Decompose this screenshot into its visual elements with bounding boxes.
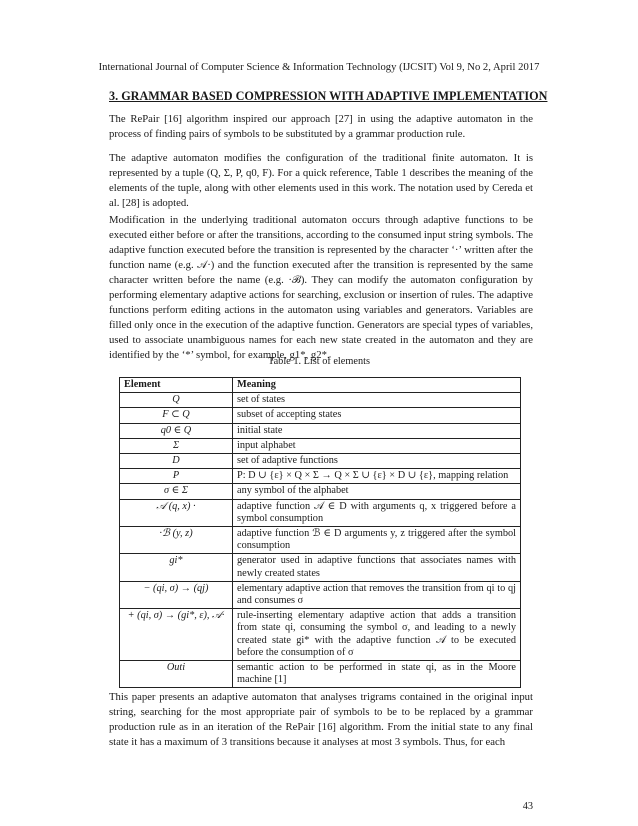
meaning-cell: adaptive function ℬ ∈ D arguments y, z triggered after the symbol consumption (233, 527, 521, 554)
table-row (120, 423, 521, 438)
table-row (120, 408, 521, 423)
meaning-cell: initial state (233, 423, 521, 438)
element-cell: − (qi, σ) → (qj) (120, 581, 233, 608)
table-row (120, 393, 521, 408)
table-row (120, 554, 521, 581)
table-row (120, 469, 521, 484)
meaning-cell: P: D ∪ {ε} × Q × Σ → Q × Σ ∪ {ε} × D ∪ {ε}, mapping relation (233, 469, 521, 484)
paragraph-repair-intro: The RePair [16] algorithm inspired our approach [27] in using the adaptive automaton in the process of finding pairs of symbols to be substituted by a grammar production rule. (109, 113, 533, 140)
table-header-row (120, 378, 521, 393)
meaning-cell: adaptive function 𝒜 ∈ D with arguments q, x triggered before a symbol consumption (233, 499, 521, 526)
section-title: 3. GRAMMAR BASED COMPRESSION WITH ADAPTIVE IMPLEMENTATION (109, 89, 548, 103)
element-cell: Outi (120, 661, 233, 688)
table-row (120, 581, 521, 608)
element-cell: P (120, 469, 233, 484)
table-caption: Table 1. List of elements (268, 356, 370, 367)
meaning-cell: elementary adaptive action that removes the transition from qi to qj and consumes σ (233, 581, 521, 608)
meaning-cell: set of states (233, 393, 521, 408)
column-header-meaning: Meaning (233, 378, 521, 393)
journal-header: International Journal of Computer Science & Information Technology (IJCSIT) Vol 9, No 2, April 2017 (98, 62, 540, 73)
element-cell: + (qi, σ) → (gi*, ε), 𝒜· (120, 609, 233, 661)
table-row (120, 454, 521, 469)
element-cell: gi* (120, 554, 233, 581)
element-cell: Q (120, 393, 233, 408)
column-header-element: Element (120, 378, 233, 393)
element-cell: Σ (120, 438, 233, 453)
meaning-cell: any symbol of the alphabet (233, 484, 521, 499)
page-number: 43 (522, 801, 533, 812)
table-row (120, 661, 521, 688)
meaning-cell: input alphabet (233, 438, 521, 453)
element-cell: F ⊂ Q (120, 408, 233, 423)
paragraph-trigram-analysis: This paper presents an adaptive automaton that analyses trigrams contained in the original input string, searching for the most appropriate pair of symbols to be to be replaced by a grammar production rule as in an iteration of the RePair [16] algorithm. From the initial state to any final state it has a maximum of 3 transitions because it analyses at most 3 symbols. Thus, for each (109, 691, 533, 748)
table-row (120, 527, 521, 554)
table-row (120, 609, 521, 661)
element-cell: 𝒜 (q, x) · (120, 499, 233, 526)
meaning-cell: semantic action to be performed in state qi, as in the Moore machine [1] (233, 661, 521, 688)
elements-table (119, 377, 521, 688)
table-row (120, 438, 521, 453)
paragraph-modification: Modification in the underlying traditional automaton occurs through adaptive functions to be executed either before or after the transitions, according to the consumed input string symbols. The adaptive function executed before the transition is represented by the character ‘·’ written after the function name (e.g. 𝒜·) and the function executed after the transition is represented by the same character written before the name (e.g. ·ℬ). They can modify the automaton configuration by performing elementary adaptive actions for searching, exclusion or insertion of rules. The adaptive functions perform editing actions in the automaton using variables and generators. Variables are filled only once in the execution of the adaptive function. Generators are special types of variables, used to associate unambiguous names for each new state created in the automaton and they are identified by the ‘*’ symbol, for example, g1*, g2*. (109, 214, 533, 361)
meaning-cell: rule-inserting elementary adaptive action that adds a transition from state qi, consuming the symbol σ, and leading to a newly created state gi* with the adaptive function 𝒜 to be executed before the consumption of σ (233, 609, 521, 661)
element-cell: D (120, 454, 233, 469)
table-row (120, 499, 521, 526)
paragraph-adaptive-automaton: The adaptive automaton modifies the configuration of the traditional finite automaton. It is represented by a tuple (Q, Σ, P, q0, F). For a quick reference, Table 1 describes the meaning of the elements of the tuple, along with other elements used in this work. The notation used by Cereda et al. [28] is adopted. (109, 152, 533, 209)
meaning-cell: subset of accepting states (233, 408, 521, 423)
meaning-cell: set of adaptive functions (233, 454, 521, 469)
element-cell: q0 ∈ Q (120, 423, 233, 438)
element-cell: σ ∈ Σ (120, 484, 233, 499)
table-row (120, 484, 521, 499)
element-cell: ·ℬ (y, z) (120, 527, 233, 554)
meaning-cell: generator used in adaptive functions that associates names with newly created states (233, 554, 521, 581)
